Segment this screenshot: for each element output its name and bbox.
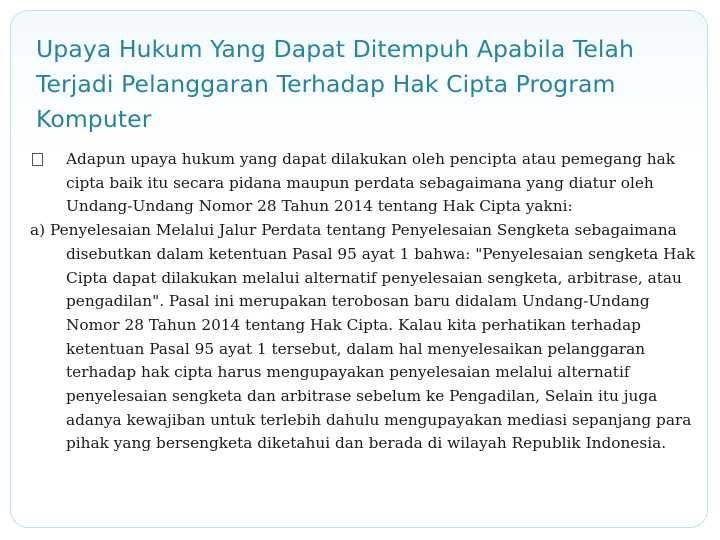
bullet-text: Adapun upaya hukum yang dapat dilakukan oleh pencipta atau pemegang hak cipta baik itu secara pidana maupun perdata sebagaimana yang diatur oleh Undang-Undang Nomor 28 Tahun 2014 tentang Hak Cipta yakni:	[66, 150, 676, 216]
list-marker: a)	[30, 221, 46, 240]
bullet-paragraph	[30, 148, 700, 219]
list-item-text: Penyelesaian Melalui Jalur Perdata tentang Penyelesaian Sengketa sebagaimana disebutkan dalam ketentuan Pasal 95 ayat 1 bahwa: "Penyelesaian sengketa Hak Cipta dapat dilakukan melalui alternatif penyelesaian sengketa, arbitrase, atau pengadilan". Pasal ini merupakan terobosan baru didalam Undang-Undang Nomor 28 Tahun 2014 tentang Hak Cipta. Kalau kita perhatikan terhadap ketentuan Pasal 95 ayat 1 tersebut, dalam hal menyelesaikan pelanggaran terhadap hak cipta harus mengupayakan penyelesaian melalui alternatif penyelesaian sengketa dan arbitrase sebelum ke Pengadilan, Selain itu juga adanya kewajiban untuk terlebih dahulu mengupayakan mediasi sepanjang para pihak yang bersengketa diketahui dan berada di wilayah Republik Indonesia.	[49, 221, 695, 453]
bullet-box-icon	[32, 153, 43, 166]
slide-body	[30, 148, 700, 456]
list-item-a	[30, 219, 700, 456]
slide-title: Upaya Hukum Yang Dapat Ditempuh Apabila Telah Terjadi Pelanggaran Terhadap Hak Cipta Program Komputer	[36, 35, 635, 133]
